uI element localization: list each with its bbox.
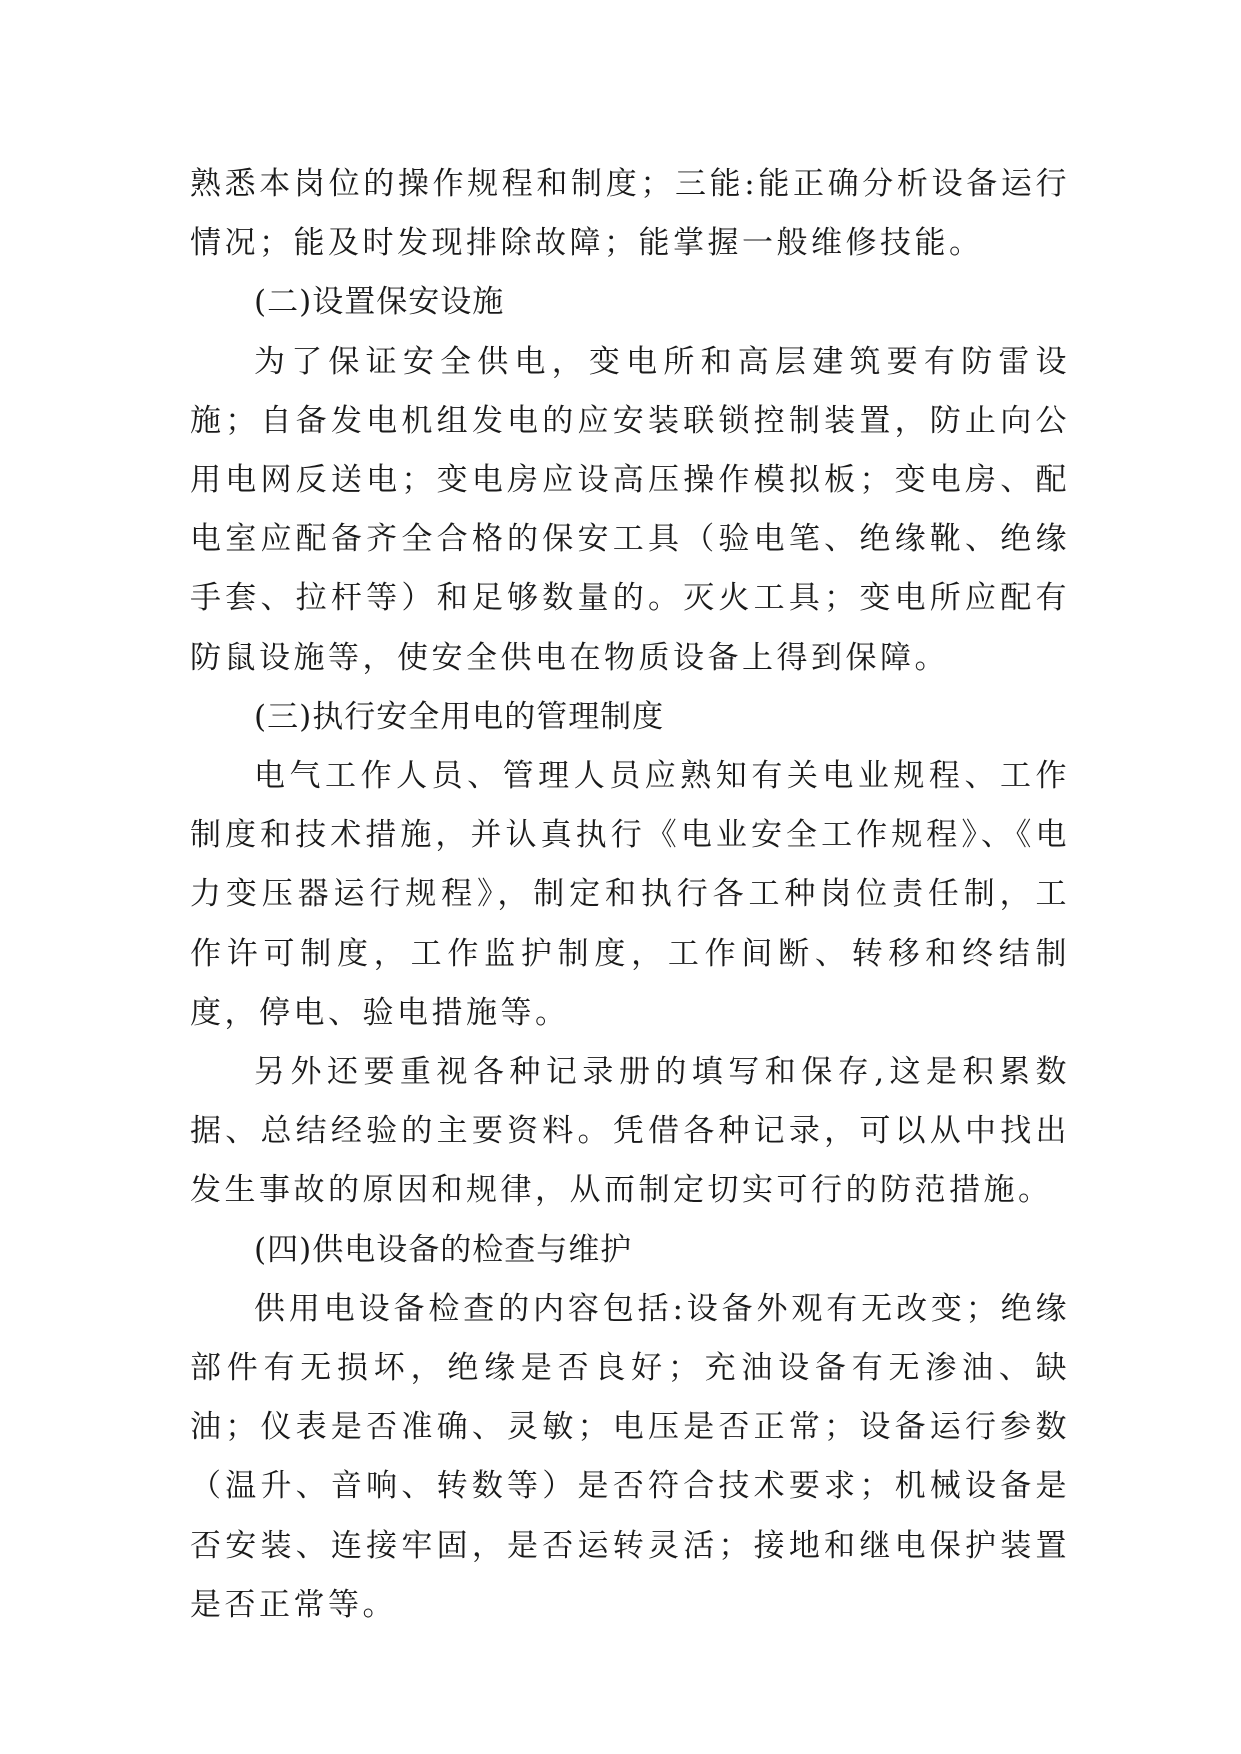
section-3-paragraph-1: 电气工作人员、管理人员应熟知有关电业规程、工作制度和技术措施，并认真执行《电业安全工作规程》、《电力变压器运行规程》，制定和执行各工种岗位责任制，工作许可制度，工作监护制度，工作间断、转移和终结制度，停电、验电措施等。 [190,758,1070,1031]
section-heading-4: (四)供电设备的检查与维护 [254,1231,633,1268]
section-heading-3: (三)执行安全用电的管理制度 [254,698,665,735]
document-body [190,155,1070,1635]
section-heading-2: (二)设置保安设施 [254,284,505,321]
section-4-paragraph: 供用电设备检查的内容包括:设备外观有无改变；绝缘部件有无损坏，绝缘是否良好；充油设备有无渗油、缺油；仪表是否准确、灵敏；电压是否正常；设备运行参数（温升、音响、转数等）是否符合技术要求；机械设备是否安装、连接牢固，是否运转灵活；接地和继电保护装置是否正常等。 [190,1290,1070,1623]
section-2-paragraph: 为了保证安全供电，变电所和高层建筑要有防雷设施；自备发电机组发电的应安装联锁控制装置，防止向公用电网反送电；变电房应设高压操作模拟板；变电房、配电室应配备齐全合格的保安工具（验电笔、绝缘靴、绝缘手套、拉杆等）和足够数量的。灭火工具；变电所应配有防鼠设施等，使安全供电在物质设备上得到保障。 [190,343,1070,676]
section-3-paragraph-2: 另外还要重视各种记录册的填写和保存,这是积累数据、总结经验的主要资料。凭借各种记录，可以从中找出发生事故的原因和规律，从而制定切实可行的防范措施。 [190,1054,1070,1209]
continuation-paragraph: 熟悉本岗位的操作规程和制度；三能:能正确分析设备运行情况；能及时发现排除故障；能掌握一般维修技能。 [190,166,1070,262]
